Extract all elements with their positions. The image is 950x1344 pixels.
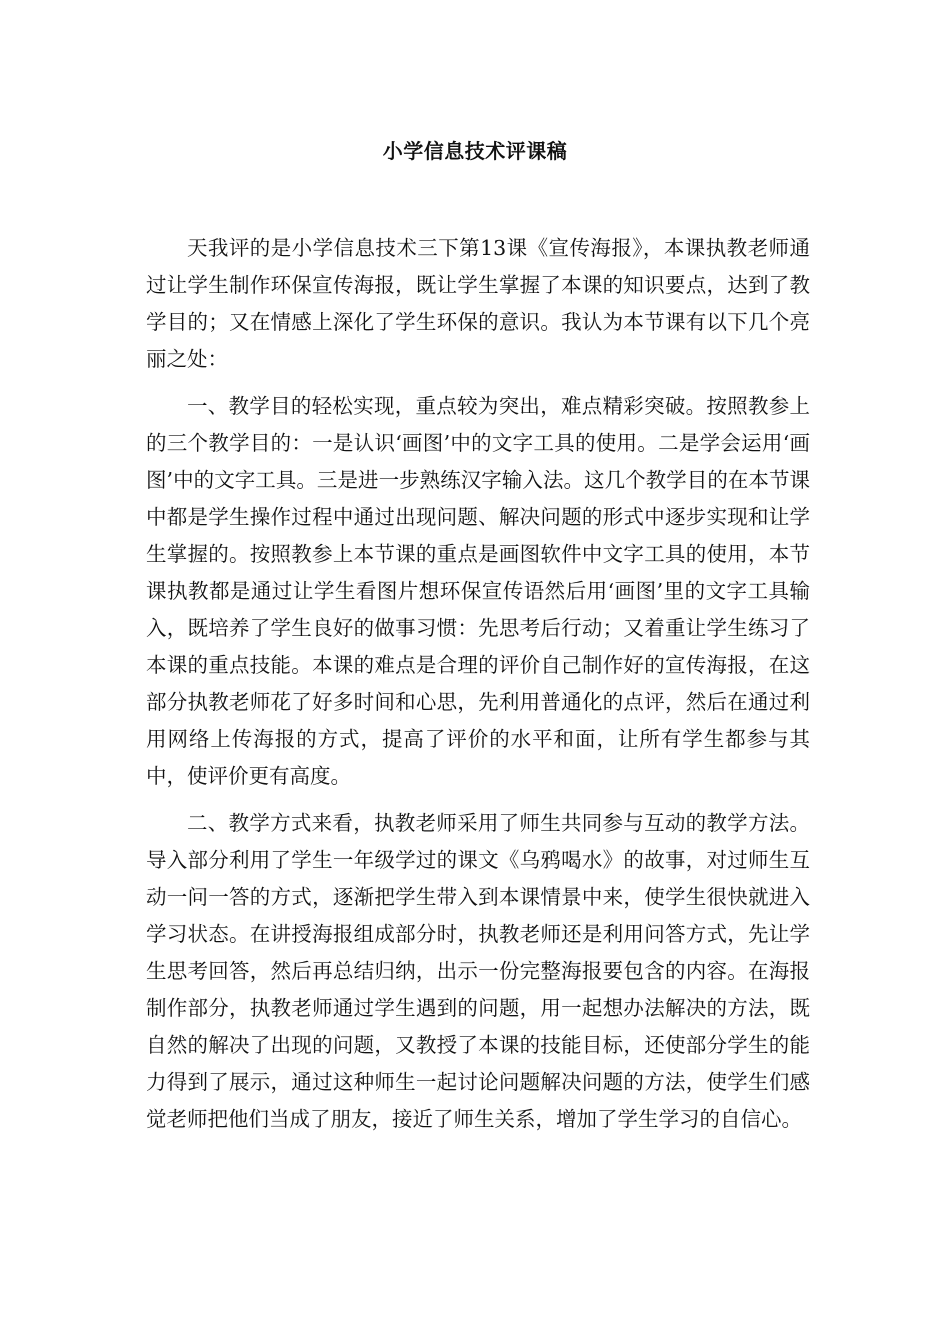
document-body	[146, 230, 810, 1148]
document-title: 小学信息技术评课稿	[382, 139, 568, 163]
paragraph-point-one: 一、教学目的轻松实现，重点较为突出，难点精彩突破。按照教参上的三个教学目的：一是认识‘画图’中的文字工具的使用。二是学会运用‘画图’中的文字工具。三是进一步熟练汉字输入法。这几个教学目的在本节课中都是学生操作过程中通过出现问题、解决问题的形式中逐步实现和让学生掌握的。按照教参上本节课的重点是画图软件中文字工具的使用，本节课执教都是通过让学生看图片想环保宣传语然后用‘画图’里的文字工具输入，既培养了学生良好的做事习惯：先思考后行动；又着重让学生练习了本课的重点技能。本课的难点是合理的评价自己制作好的宣传海报，在这部分执教老师花了好多时间和心思，先利用普通化的点评，然后在通过利用网络上传海报的方式，提高了评价的水平和面，让所有学生都参与其中，使评价更有高度。	[146, 394, 810, 788]
paragraph-intro: 天我评的是小学信息技术三下第13课《宣传海报》，本课执教老师通过让学生制作环保宣传海报，既让学生掌握了本课的知识要点，达到了教学目的；又在情感上深化了学生环保的意识。我认为本节课有以下几个亮丽之处：	[146, 236, 810, 371]
paragraph-point-two: 二、教学方式来看，执教老师采用了师生共同参与互动的教学方法。导入部分利用了学生一年级学过的课文《乌鸦喝水》的故事，对过师生互动一问一答的方式，逐渐把学生带入到本课情景中来，使学生很快就进入学习状态。在讲授海报组成部分时，执教老师还是利用问答方式，先让学生思考回答，然后再总结归纳，出示一份完整海报要包含的内容。在海报制作部分，执教老师通过学生遇到的问题，用一起想办法解决的方法，既自然的解决了出现的问题，又教授了本课的技能目标，还使部分学生的能力得到了展示，通过这种师生一起讨论问题解决问题的方法，使学生们感觉老师把他们当成了朋友，接近了师生关系，增加了学生学习的自信心。	[146, 811, 810, 1131]
